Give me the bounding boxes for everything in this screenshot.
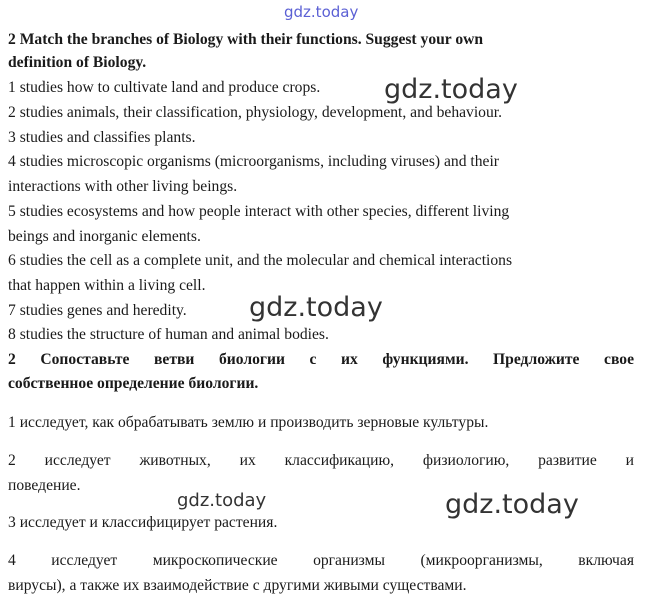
- ru-item-2: 2 исследует животных, их классификацию, физиологию, развитие и: [8, 452, 634, 469]
- en-item-6: 6 studies the cell as a complete unit, and the molecular and chemical interactions: [8, 252, 513, 269]
- en-item-2: 2 studies animals, their classification, physiology, development, and behaviour.: [8, 104, 502, 121]
- watermark-1: gdz.today: [384, 74, 518, 105]
- ru-item-1: 1 исследует, как обрабатывать землю и производить зерновые культуры.: [8, 414, 489, 431]
- ru-item-3: 3 исследует и классифицирует растения.: [8, 514, 278, 531]
- exercise-heading-en-line1: 2 Match the branches of Biology with their functions. Suggest your own: [8, 31, 484, 48]
- en-item-4: 4 studies microscopic organisms (microorganisms, including viruses) and their: [8, 153, 499, 170]
- ru-item-2-cont: поведение.: [8, 477, 81, 494]
- exercise-heading-ru-line1: 2 Сопоставьте ветви биологии с их функциями. Предложите свое: [8, 351, 634, 368]
- exercise-heading-ru-line2: собственное определение биологии.: [8, 375, 259, 392]
- en-item-3: 3 studies and classifies plants.: [8, 129, 196, 146]
- watermark-4: gdz.today: [445, 489, 579, 520]
- en-item-5: 5 studies ecosystems and how people interact with other species, different living: [8, 203, 510, 220]
- watermark-3: gdz.today: [177, 490, 267, 511]
- en-item-1: 1 studies how to cultivate land and produce crops.: [8, 79, 321, 96]
- en-item-6-cont: that happen within a living cell.: [8, 277, 206, 294]
- ru-item-4-cont: вирусы), а также их взаимодействие с другими живыми существами.: [8, 577, 467, 594]
- en-item-4-cont: interactions with other living beings.: [8, 178, 238, 195]
- en-item-5-cont: beings and inorganic elements.: [8, 228, 201, 245]
- watermark-2: gdz.today: [249, 292, 383, 323]
- en-item-8: 8 studies the structure of human and animal bodies.: [8, 326, 329, 343]
- ru-item-4: 4 исследует микроскопические организмы (микроорганизмы, включая: [8, 552, 634, 569]
- exercise-heading-en-line2: definition of Biology.: [8, 54, 147, 71]
- watermark-top: gdz.today: [284, 3, 359, 21]
- en-item-7: 7 studies genes and heredity.: [8, 302, 187, 319]
